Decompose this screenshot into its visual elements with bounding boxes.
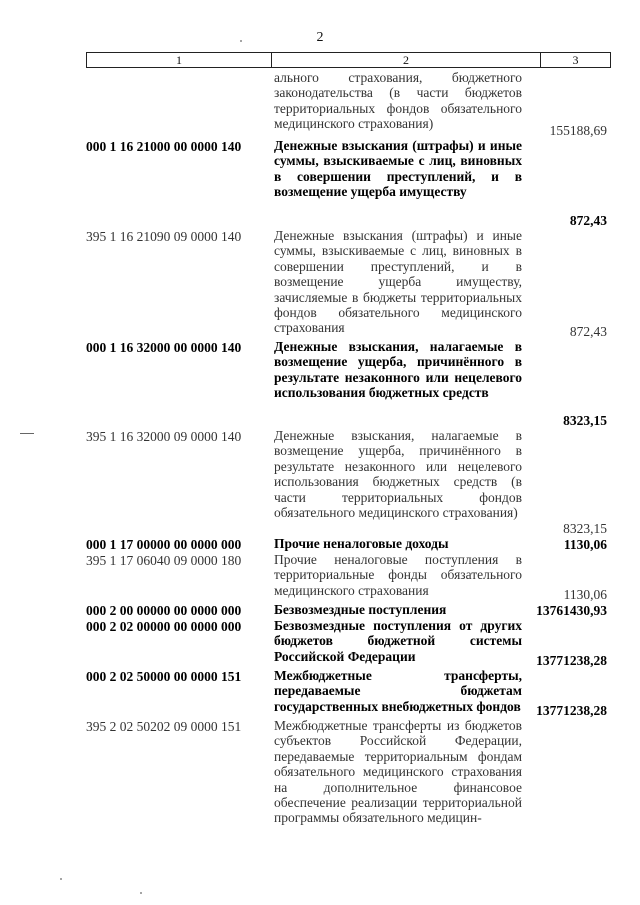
header-col-1: 1	[87, 53, 272, 67]
row-amount: 8323,15	[563, 412, 607, 428]
row-amount: 872,43	[569, 212, 607, 228]
scan-dot	[240, 40, 242, 42]
row-code: 000 2 00 00000 00 0000 000	[86, 603, 242, 618]
row-amount: 8323,15	[563, 520, 607, 536]
table-row	[86, 602, 609, 618]
row-text: Денежные взыскания (штрафы) и иные суммы, взыскиваемые с лиц, виновных в совершении преступлений, и в возмещение ущерба имуществу, зачисляемые в бюджеты территориальных фондов обязательного медицинского страхования	[274, 228, 522, 336]
row-text: Безвозмездные поступления от других бюджетов бюджетной системы Российской Федерации	[274, 618, 522, 664]
margin-mark	[20, 433, 34, 436]
table-row	[86, 668, 609, 718]
row-code: 000 2 02 50000 00 0000 151	[86, 669, 242, 684]
row-amount: 13771238,28	[536, 652, 607, 668]
table-header	[86, 52, 611, 68]
row-amount: 155188,69	[549, 122, 607, 138]
row-code: 395 1 17 06040 09 0000 180	[86, 553, 242, 568]
table-row	[86, 552, 609, 602]
row-code: 395 1 16 21090 09 0000 140	[86, 229, 242, 244]
scan-dot	[60, 878, 62, 880]
row-text: Денежные взыскания, налагаемые в возмещение ущерба, причинённого в результате незаконного или нецелевого использования бюджетных средств	[274, 339, 522, 401]
row-amount: 13771238,28	[536, 702, 607, 718]
row-code: 000 1 16 32000 00 0000 140	[86, 340, 242, 355]
header-col-3: 3	[572, 52, 579, 67]
row-text: Межбюджетные трансферты, передаваемые бюджетам государственных внебюджетных фондов	[274, 668, 522, 714]
row-amount: 1130,06	[563, 536, 607, 552]
row-amount	[522, 718, 609, 858]
table-row	[86, 228, 609, 339]
row-code	[86, 70, 274, 138]
row-amount: 1130,06	[563, 586, 607, 602]
row-text: Безвозмездные поступления	[274, 602, 447, 617]
row-text: Денежные взыскания, налагаемые в возмещение ущерба, причинённого в результате незаконного или нецелевого использования бюджетных средств (в части территориальных фондов обязательного медицинского страхования)	[274, 428, 522, 521]
scan-dot	[140, 892, 142, 894]
table-row	[86, 718, 609, 858]
table-row	[86, 618, 609, 668]
row-code: 000 2 02 00000 00 0000 000	[86, 619, 242, 634]
table-row	[86, 70, 609, 138]
row-text: ального страхования, бюджетного законодательства (в части бюджетов территориальных фондов обязательного медицинского страхования)	[274, 70, 522, 132]
row-text: Денежные взыскания (штрафы) и иные суммы, взыскиваемые с лиц, виновных в совершении преступлений, и в возмещение ущерба имуществу	[274, 138, 522, 200]
row-amount: 872,43	[569, 323, 607, 339]
row-code: 395 1 16 32000 09 0000 140	[86, 429, 242, 444]
row-text: Прочие неналоговые поступления в территориальные фонды обязательного медицинского страхования	[274, 552, 522, 598]
row-text: Межбюджетные трансферты из бюджетов субъектов Российской Федерации, передаваемые территориальным фондам обязательного медицинского страхования на дополнительное финансовое обеспечение реализации территориальной программы обязательного медицин-	[274, 718, 522, 826]
table-row	[86, 339, 609, 428]
row-amount: 13761430,93	[536, 602, 607, 618]
row-code: 000 1 16 21000 00 0000 140	[86, 139, 242, 154]
table-row	[86, 428, 609, 536]
header-col-2: 2	[272, 53, 541, 67]
table-row	[86, 536, 609, 552]
page-number: 2	[316, 30, 324, 45]
table-row	[86, 138, 609, 228]
row-code: 395 2 02 50202 09 0000 151	[86, 719, 242, 734]
budget-table	[86, 70, 609, 858]
row-code: 000 1 17 00000 00 0000 000	[86, 537, 242, 552]
row-text: Прочие неналоговые доходы	[274, 536, 449, 551]
